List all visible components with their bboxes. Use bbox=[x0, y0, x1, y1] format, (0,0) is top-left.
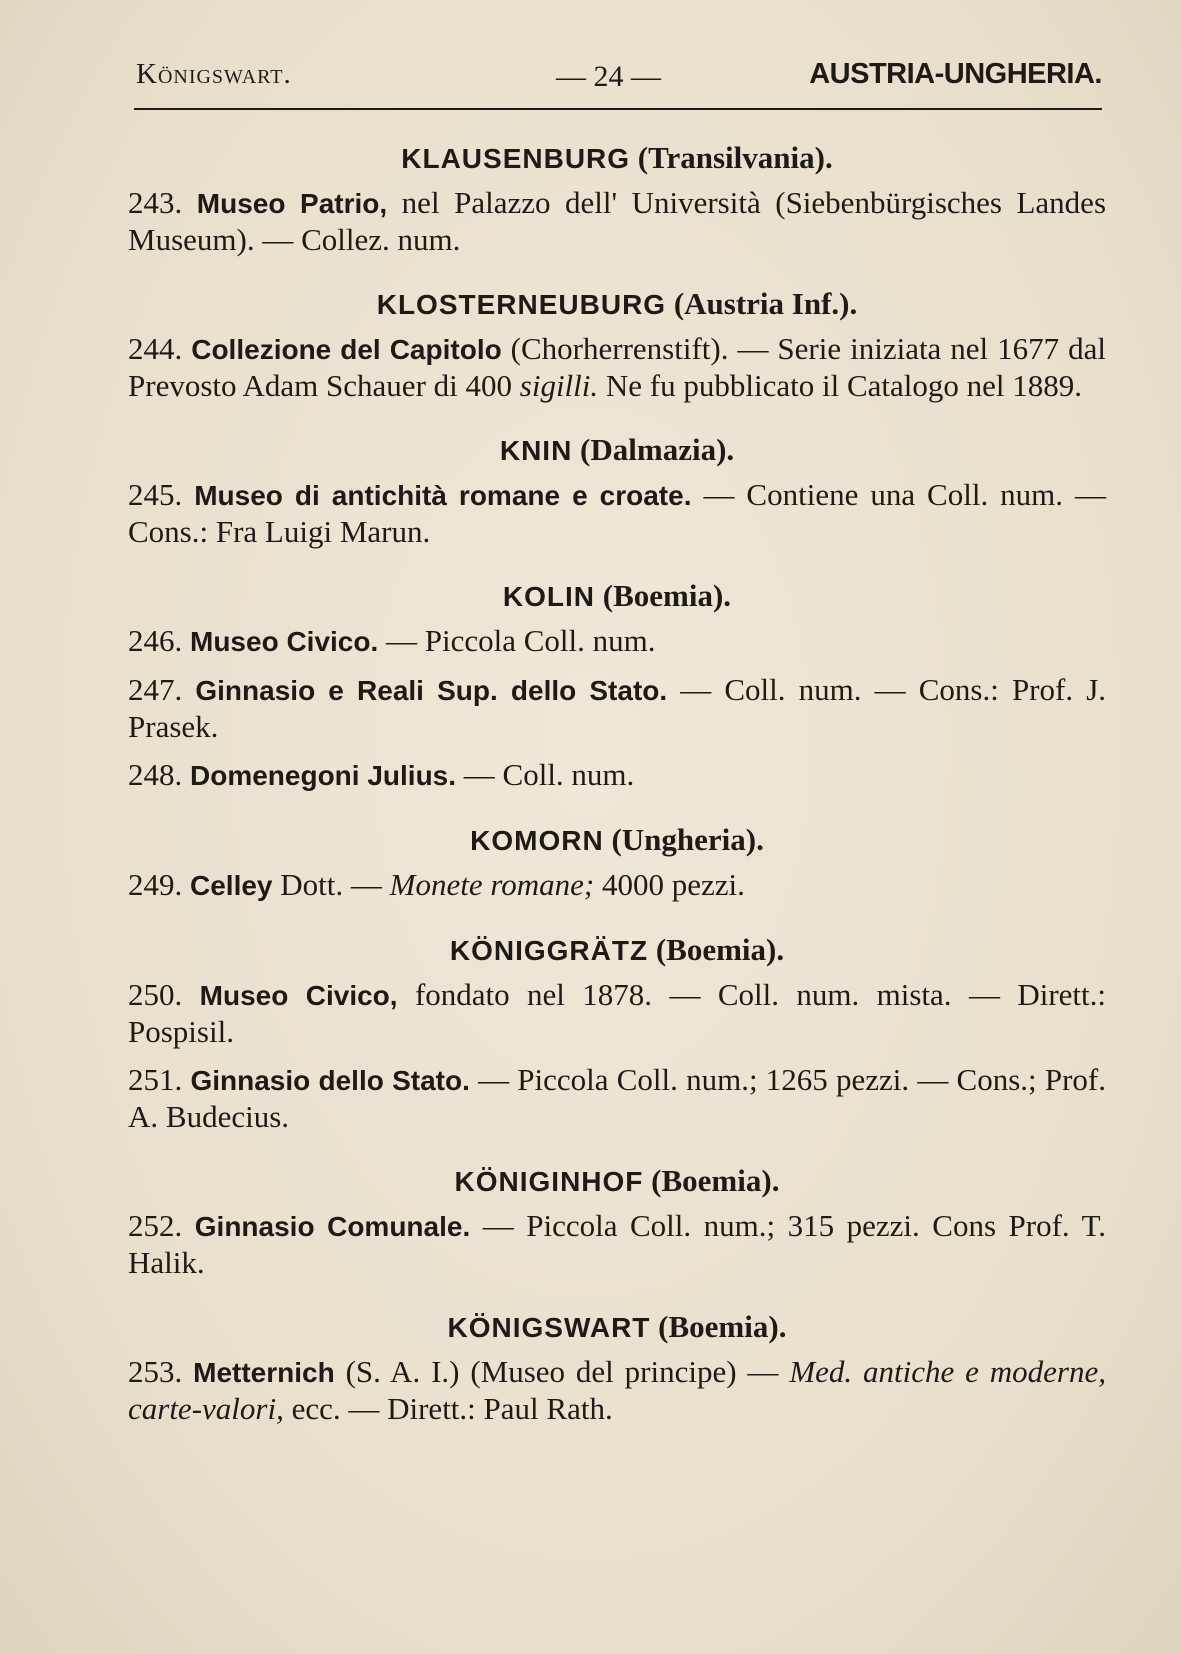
entry-text: (Chorherrenstift). — Serie iniziata nel 1677 dal Prevosto Adam Schauer di 400 bbox=[128, 331, 1106, 403]
entry-institution: Museo Civico, bbox=[199, 980, 398, 1011]
entry-number: 250. bbox=[128, 977, 183, 1012]
header-right: AUSTRIA-UNGHERIA. bbox=[809, 58, 1102, 90]
entry bbox=[128, 977, 1106, 1050]
section-place: KLAUSENBURG bbox=[401, 143, 631, 174]
entry bbox=[128, 757, 1106, 794]
running-header bbox=[136, 58, 1102, 102]
entry-institution: Metternich bbox=[193, 1357, 335, 1388]
section-place: KÖNIGGRÄTZ bbox=[449, 935, 649, 966]
entry bbox=[128, 1208, 1106, 1281]
section-region: (Boemia). bbox=[602, 578, 732, 613]
entry-tail: 4000 pezzi. bbox=[594, 867, 745, 902]
header-left: Königswart. bbox=[136, 58, 292, 90]
entry-text: — Piccola Coll. num.; 1265 pezzi. — Cons.; Prof. A. Budecius. bbox=[128, 1062, 1106, 1134]
entry-number: 245. bbox=[128, 477, 183, 512]
entry-number: 253. bbox=[128, 1354, 183, 1389]
section-title bbox=[128, 820, 1106, 861]
entry-institution: Museo Patrio, bbox=[196, 188, 388, 219]
entry-text: Dott. — bbox=[272, 867, 390, 902]
section-place: KLOSTERNEUBURG bbox=[376, 289, 667, 320]
page-number: — 24 — bbox=[556, 60, 661, 93]
entry-institution: Ginnasio Comunale. bbox=[194, 1211, 471, 1242]
entry-institution: Ginnasio dello Stato. bbox=[190, 1065, 470, 1096]
section-place: KOLIN bbox=[502, 581, 596, 612]
page-content bbox=[128, 138, 1106, 1427]
entry-institution: Ginnasio e Reali Sup. dello Stato. bbox=[195, 675, 668, 706]
entry-number: 244. bbox=[128, 331, 183, 366]
section-region: (Dalmazia). bbox=[580, 432, 735, 467]
entry-text: — Contiene una Coll. num. — Cons.: Fra Luigi Marun. bbox=[128, 477, 1107, 549]
entry-italic: Med. antiche e moderne, carte-valori, bbox=[128, 1354, 1106, 1426]
entry-italic: Monete romane; bbox=[389, 867, 595, 902]
section-title bbox=[128, 576, 1106, 617]
entry bbox=[128, 477, 1106, 550]
section-place: KNIN bbox=[499, 435, 573, 466]
entry bbox=[128, 672, 1106, 745]
entry-tail: Ne fu pubblicato il Catalogo nel 1889. bbox=[598, 368, 1083, 403]
section-place: KÖNIGSWART bbox=[447, 1312, 651, 1343]
header-rule bbox=[134, 108, 1102, 110]
entry-number: 247. bbox=[128, 672, 183, 707]
section-title bbox=[128, 430, 1106, 471]
entry-text: — Coll. num. — Cons.: Prof. J. Prasek. bbox=[128, 672, 1107, 744]
entry-tail: ecc. — Dirett.: Paul Rath. bbox=[283, 1391, 613, 1426]
entry bbox=[128, 1062, 1106, 1135]
section-region: (Ungheria). bbox=[611, 822, 764, 857]
entry-italic: sigilli. bbox=[519, 368, 599, 403]
section-region: (Austria Inf.). bbox=[673, 286, 858, 321]
entry-text: — Coll. num. bbox=[456, 757, 635, 792]
entry bbox=[128, 867, 1106, 904]
entry-institution: Domenegoni Julius. bbox=[190, 760, 457, 791]
entry-number: 252. bbox=[128, 1208, 183, 1243]
entry-number: 251. bbox=[128, 1062, 183, 1097]
entry-number: 246. bbox=[128, 623, 183, 658]
entry bbox=[128, 623, 1106, 660]
section-place: KÖNIGINHOF bbox=[454, 1166, 644, 1197]
section-title bbox=[128, 138, 1106, 179]
entry-institution: Collezione del Capitolo bbox=[191, 334, 502, 365]
entry-institution: Museo Civico. bbox=[190, 626, 379, 657]
section-region: (Transilvania). bbox=[637, 140, 833, 175]
section-region: (Boemia). bbox=[658, 1309, 787, 1344]
section-title bbox=[128, 930, 1106, 971]
section-title bbox=[128, 284, 1106, 325]
entry-text: (S. A. I.) (Museo del principe) — bbox=[334, 1354, 790, 1389]
section-place: KOMORN bbox=[470, 825, 604, 856]
entry bbox=[128, 331, 1106, 404]
entry-institution: Celley bbox=[190, 870, 273, 901]
section-title bbox=[128, 1161, 1106, 1202]
entry-text: nel Palazzo dell' Università (Siebenbürgisches Landes Museum). — Collez. num. bbox=[128, 185, 1107, 257]
entry-number: 243. bbox=[128, 185, 183, 220]
entry-number: 248. bbox=[128, 757, 183, 792]
entry-text: fondato nel 1878. — Coll. num. mista. — Dirett.: Pospisil. bbox=[128, 977, 1107, 1049]
entry bbox=[128, 185, 1106, 258]
entry-text: — Piccola Coll. num. bbox=[378, 623, 656, 658]
entry-text: — Piccola Coll. num.; 315 pezzi. Cons Prof. T. Halik. bbox=[128, 1208, 1107, 1280]
section-title bbox=[128, 1307, 1106, 1348]
entry bbox=[128, 1354, 1106, 1427]
entry-institution: Museo di antichità romane e croate. bbox=[194, 480, 692, 511]
entry-number: 249. bbox=[128, 867, 183, 902]
section-region: (Boemia). bbox=[655, 932, 785, 967]
section-region: (Boemia). bbox=[651, 1163, 780, 1198]
